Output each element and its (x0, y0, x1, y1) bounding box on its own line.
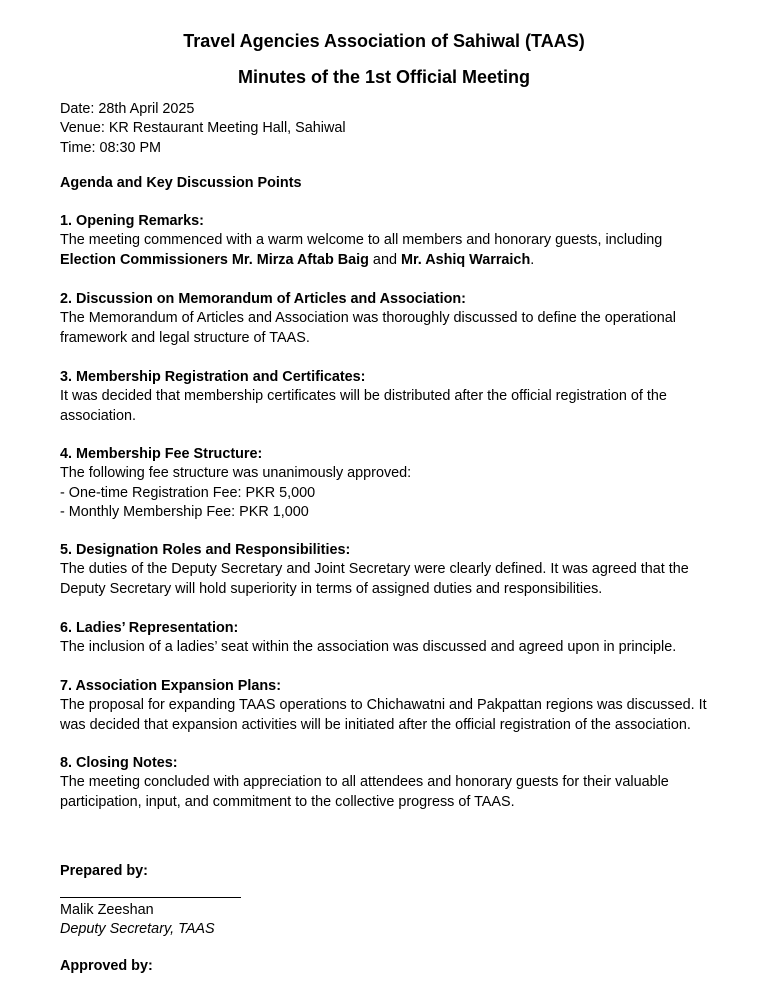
meeting-meta (60, 100, 720, 158)
fee-item: - One-time Registration Fee: PKR 5,000 (60, 484, 316, 501)
section-closing-notes (60, 754, 720, 812)
section-text: It was decided that membership certificates will be distributed after the official registration of the association. (60, 388, 667, 424)
section-memorandum (60, 290, 720, 348)
preparer-role: Deputy Secretary, TAAS (60, 921, 215, 938)
meeting-venue: Venue: KR Restaurant Meeting Hall, Sahiwal (60, 120, 346, 137)
signature-line (60, 897, 241, 898)
section-designation-roles (60, 541, 720, 599)
section-text: The Memorandum of Articles and Association was thoroughly discussed to define the operational framework and legal structure of TAAS. (60, 310, 676, 346)
section-ladies-representation (60, 619, 720, 658)
text: and (368, 251, 401, 268)
section-heading: 3. Membership Registration and Certificates: (60, 369, 366, 385)
section-text (60, 231, 720, 270)
text: The meeting commenced with a warm welcome to all members and honorary guests, including (60, 232, 663, 249)
section-text: The following fee structure was unanimously approved: (60, 465, 412, 482)
section-text: The duties of the Deputy Secretary and Joint Secretary were clearly defined. It was agreed that the Deputy Secretary will hold superiority in terms of assigned duties and responsibilities. (60, 561, 689, 597)
text: . (530, 251, 535, 268)
preparer (60, 901, 720, 940)
section-fee-structure (60, 445, 720, 522)
fee-item: - Monthly Membership Fee: PKR 1,000 (60, 503, 309, 520)
meeting-date: Date: 28th April 2025 (60, 101, 195, 117)
section-heading: 5. Designation Roles and Responsibilities: (60, 542, 351, 558)
section-heading: 8. Closing Notes: (60, 755, 178, 771)
section-text: The proposal for expanding TAAS operations to Chichawatni and Pakpattan regions was discussed. It was decided that expansion activities will be initiated after the official registration of the association. (60, 697, 707, 733)
section-heading: 1. Opening Remarks: (60, 213, 204, 229)
meeting-time: Time: 08:30 PM (60, 139, 162, 156)
agenda-heading: Agenda and Key Discussion Points (60, 175, 302, 191)
section-heading: 7. Association Expansion Plans: (60, 678, 281, 694)
bold-name: Election Commissioners Mr. Mirza Aftab Baig (60, 251, 369, 268)
document-subtitle: Minutes of the 1st Official Meeting (237, 67, 531, 87)
preparer-name: Malik Zeeshan (60, 902, 154, 918)
section-opening-remarks (60, 212, 720, 270)
prepared-by-label: Prepared by: (60, 863, 148, 879)
section-membership-registration (60, 368, 720, 426)
approved-by-label: Approved by: (60, 958, 153, 974)
document-title: Travel Agencies Association of Sahiwal (TAAS) (183, 31, 585, 51)
section-text: The meeting concluded with appreciation to all attendees and honorary guests for their valuable participation, input, and commitment to the collective progress of TAAS. (60, 774, 669, 810)
section-heading: 2. Discussion on Memorandum of Articles and Association: (60, 291, 466, 307)
bold-name: Mr. Ashiq Warraich (400, 251, 531, 268)
section-heading: 6. Ladies’ Representation: (60, 620, 239, 636)
section-expansion-plans (60, 677, 720, 735)
section-text: The inclusion of a ladies’ seat within the association was discussed and agreed upon in principle. (60, 639, 677, 656)
section-heading: 4. Membership Fee Structure: (60, 446, 263, 462)
